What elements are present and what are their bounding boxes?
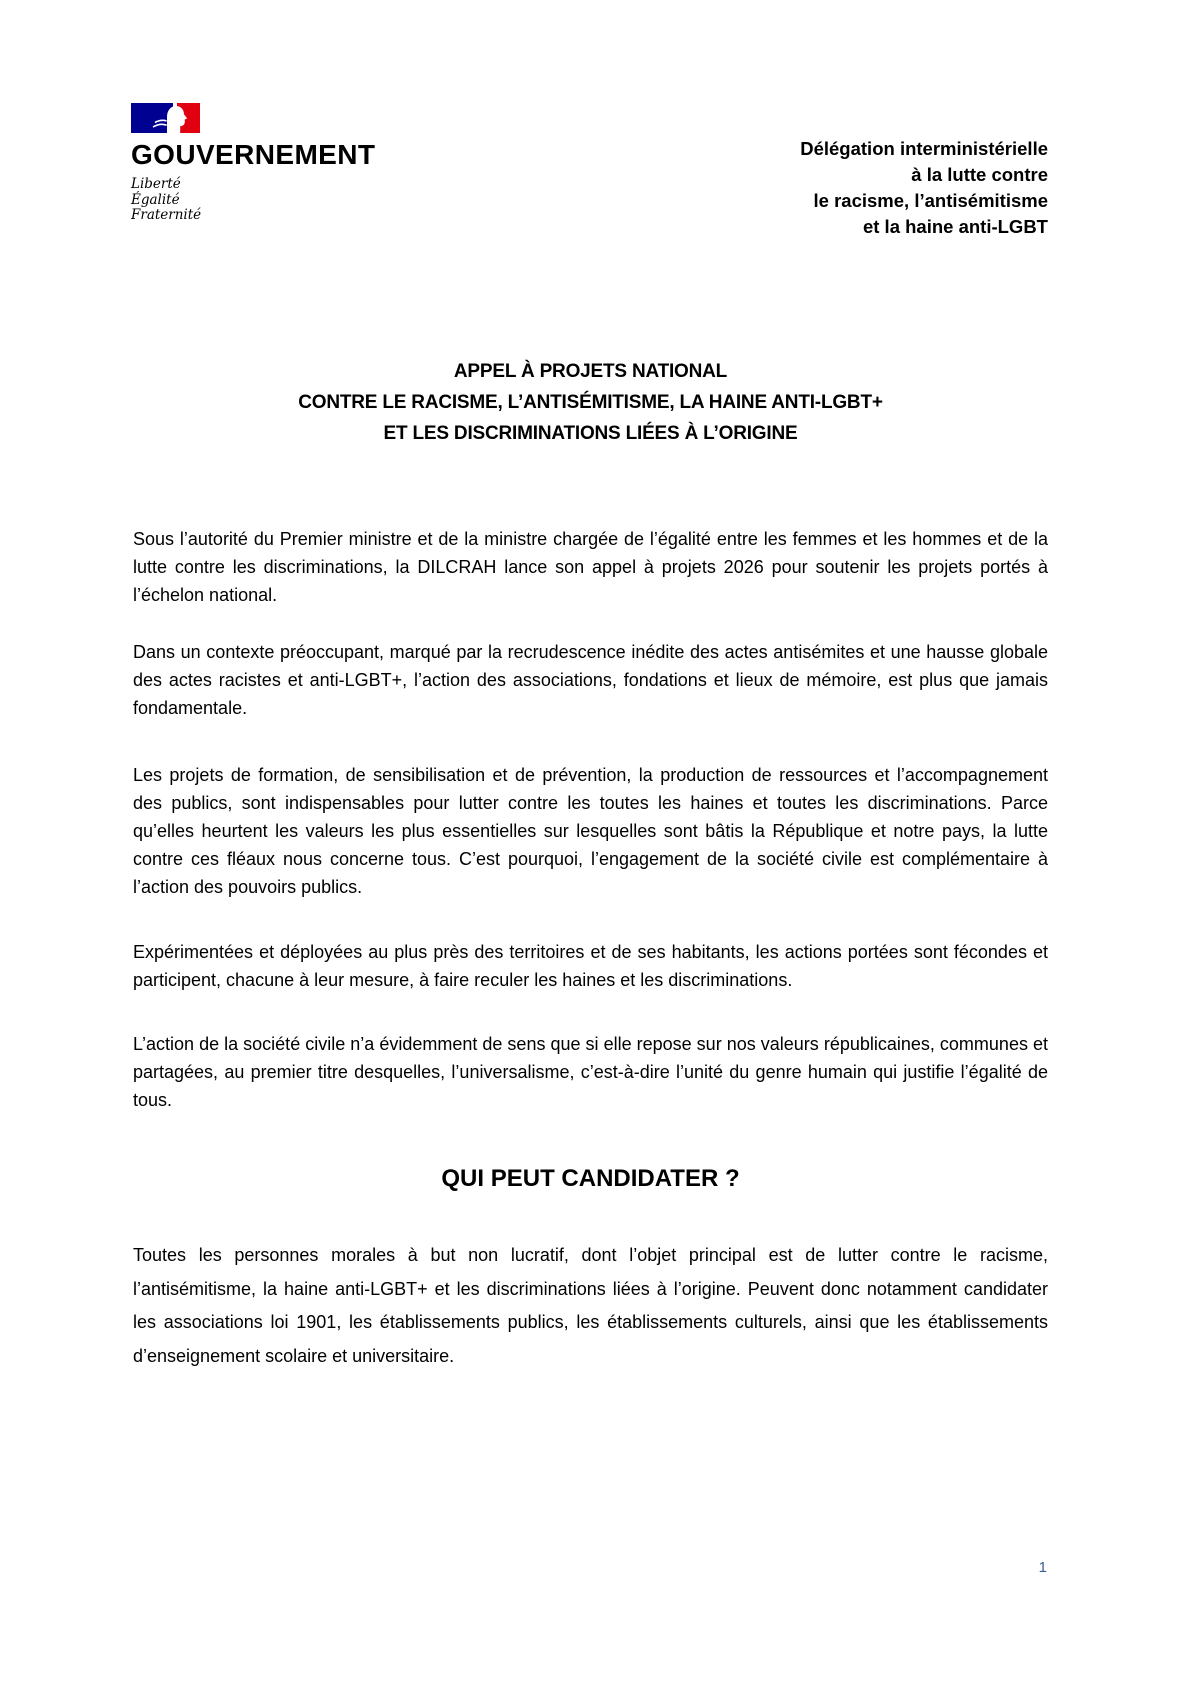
title-line-1: APPEL À PROJETS NATIONAL bbox=[453, 361, 728, 382]
document-title bbox=[133, 356, 1048, 449]
title-line-2: CONTRE LE RACISME, L’ANTISÉMITISME, LA HAINE ANTI-LGBT+ bbox=[298, 392, 883, 413]
motto-line-fraternite: Fraternité bbox=[131, 207, 202, 223]
org-line: Délégation interministérielle bbox=[800, 138, 1048, 159]
section-heading-qui-peut-candidater: QUI PEUT CANDIDATER ? bbox=[441, 1165, 740, 1192]
org-line: et la haine anti-LGBT bbox=[862, 216, 1048, 237]
org-line: à la lutte contre bbox=[911, 164, 1048, 185]
title-line-3: ET LES DISCRIMINATIONS LIÉES À L’ORIGINE bbox=[383, 423, 798, 444]
paragraph-context: Dans un contexte préoccupant, marqué par la recrudescence inédite des actes antisémites et une hausse globale des actes racistes et anti-LGBT+, l’action des associations, fondations et lieux de mémoire, est plus que jamais fondamentale. bbox=[133, 642, 1048, 718]
motto-line-egalite: Égalité bbox=[131, 191, 180, 208]
document-body bbox=[133, 0, 1048, 1373]
paragraph-values: L’action de la société civile n’a évidemment de sens que si elle repose sur nos valeurs républicaines, communes et partagées, au premier titre desquelles, l’universalisme, c’est-à-dire l’unité du genre humain qui justifie l’égalité de tous. bbox=[133, 1034, 1048, 1110]
gouvernement-wordmark: GOUVERNEMENT bbox=[131, 139, 376, 170]
paragraph-projects: Les projets de formation, de sensibilisation et de prévention, la production de ressources et l’accompagnement des publics, sont indispensables pour lutter contre les toutes les haines et toutes les discriminations. Parce qu’elles heurtent les valeurs les plus essentielles sur lesquelles sont bâtis la République et notre pays, la lutte contre ces fléaux nous concerne tous. C’est pourquoi, l’engagement de la société civile est complémentaire à l’action des pouvoirs publics. bbox=[133, 765, 1048, 897]
paragraph-authority: Sous l’autorité du Premier ministre et de la ministre chargée de l’égalité entre les femmes et les hommes et de la lutte contre les discriminations, la DILCRAH lance son appel à projets 2026 pour soutenir les projets portés à l’échelon national. bbox=[133, 529, 1048, 605]
motto-line-liberte: Liberté bbox=[131, 176, 181, 192]
paragraph-eligibility: Toutes les personnes morales à but non lucratif, dont l’objet principal est de lutter contre le racisme, l’antisémitisme, la haine anti-LGBT+ et les discriminations liées à l’origine. Peuvent donc notamment candidater les associations loi 1901, les établissements publics, les établissements culturels, ainsi que les établissements d’enseignement scolaire et universitaire. bbox=[133, 1245, 1048, 1366]
org-line: le racisme, l’antisémitisme bbox=[813, 190, 1048, 211]
paragraph-territories: Expérimentées et déployées au plus près des territoires et de ses habitants, les actions portées sont fécondes et participent, chacune à leur mesure, à faire reculer les haines et les discriminations. bbox=[133, 942, 1048, 990]
page-number: 1 bbox=[1038, 1559, 1047, 1576]
